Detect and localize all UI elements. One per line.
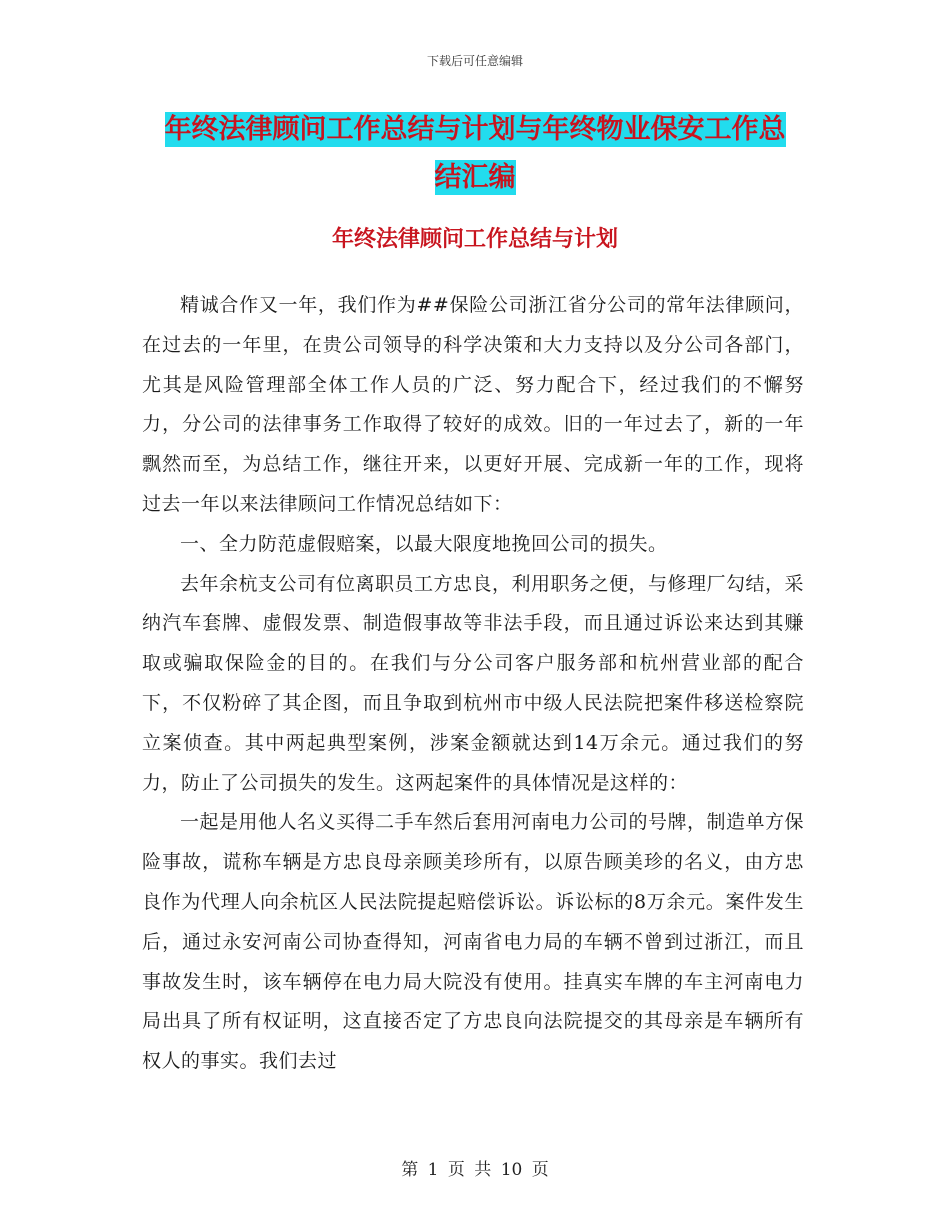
section-title: 年终法律顾问工作总结与计划 <box>331 227 618 252</box>
paragraph-3: 去年余杭支公司有位离职员工方忠良，利用职务之便，与修理厂勾结，采纳汽车套牌、虚假发票、制造假事故等非法手段，而且通过诉讼来达到其赚取或骗取保险金的目的。在我们与分公司客户服务部和杭州营业部的配合下，不仅粉碎了其企图，而且争取到杭州市中级人民法院把案件移送检察院立案侦查。其中两起典型案例，涉案金额就达到14万余元。通过我们的努力，防止了公司损失的发生。这两起案件的具体情况是这样的： <box>142 572 805 794</box>
paragraph-1: 精诚合作又一年，我们作为##保险公司浙江省分公司的常年法律顾问，在过去的一年里，在贵公司领导的科学决策和大力支持以及分公司各部门，尤其是风险管理部全体工作人员的广泛、努力配合下，经过我们的不懈努力，分公司的法律事务工作取得了较好的成效。旧的一年过去了，新的一年飘然而至，为总结工作，继往开来，以更好开展、完成新一年的工作，现将过去一年以来法律顾问工作情况总结如下： <box>142 294 804 515</box>
document-title-line-2: 结汇编 <box>434 162 516 193</box>
page-footer: 第 1 页 共 10 页 <box>401 1160 549 1180</box>
document-title <box>150 106 800 202</box>
paragraph-4: 一起是用他人名义买得二手车然后套用河南电力公司的号牌，制造单方保险事故，谎称车辆是方忠良母亲顾美珍所有，以原告顾美珍的名义，由方忠良作为代理人向余杭区人民法院提起赔偿诉讼。诉讼标的8万余元。案件发生后，通过永安河南公司协查得知，河南省电力局的车辆不曾到过浙江，而且事故发生时，该车辆停在电力局大院没有使用。挂真实车牌的车主河南电力局出具了所有权证明，这直接否定了方忠良向法院提交的其母亲是车辆所有权人的事实。我们去过 <box>142 811 805 1073</box>
document-title-line-1: 年终法律顾问工作总结与计划与年终物业保安工作总 <box>164 114 786 145</box>
paragraph-2: 一、全力防范虚假赔案，以最大限度地挽回公司的损失。 <box>180 532 668 555</box>
header-note: 下载后可任意编辑 <box>426 54 523 68</box>
body-content <box>142 286 804 1082</box>
